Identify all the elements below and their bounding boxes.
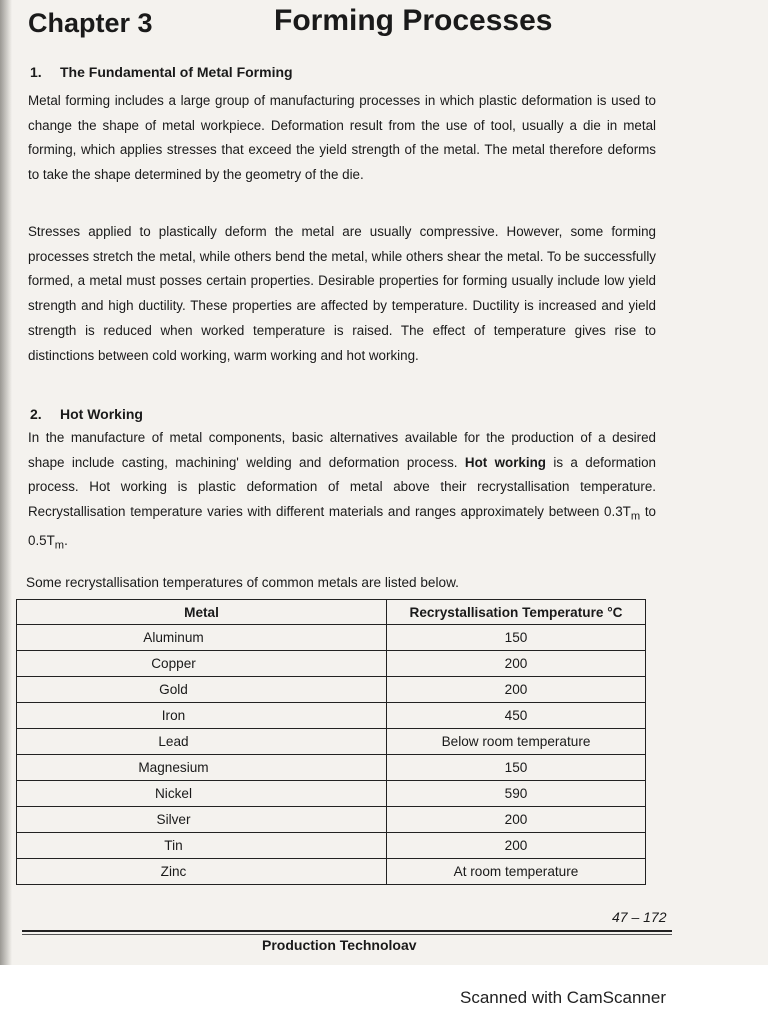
metal-cell: Nickel [17, 781, 387, 807]
metal-cell: Aluminum [17, 625, 387, 651]
table-row [17, 755, 646, 781]
metal-cell: Magnesium [17, 755, 387, 781]
book-spine-shadow [0, 0, 12, 965]
footer-rule [22, 930, 672, 932]
metal-cell: Silver [17, 807, 387, 833]
metal-cell: Tin [17, 833, 387, 859]
table-row [17, 833, 646, 859]
metal-cell: Zinc [17, 859, 387, 885]
temperature-cell: 200 [387, 651, 646, 677]
section-1-heading [30, 64, 293, 80]
chapter-title: Forming Processes [274, 4, 553, 37]
metal-cell: Copper [17, 651, 387, 677]
subscript-m-1: m [630, 510, 641, 523]
table-row [17, 807, 646, 833]
footer-book-title: Production Technoloav [262, 937, 417, 953]
temperature-cell: Below room temperature [387, 729, 646, 755]
section-1-number: 1. [30, 64, 42, 80]
section-2-bold-term: Hot working [464, 454, 546, 470]
footer-rule-thin [22, 934, 672, 935]
section-2-title: Hot Working [60, 406, 143, 422]
scanner-watermark: Scanned with CamScanner [460, 988, 667, 1007]
section-2-number: 2. [30, 406, 42, 422]
section-2-heading [30, 406, 143, 422]
section-2-paragraph [28, 426, 656, 559]
section-2-text-4: . [64, 533, 68, 549]
section-2-text-2: is a deformation process. Hot working is plastic deformation of metal above their recrystallisation temperature. Recrystallisation temperature varies with different materials and ranges approximately between 0.3T [28, 454, 656, 520]
temperature-cell: 150 [387, 755, 646, 781]
temperature-cell: 200 [387, 833, 646, 859]
table-header-row [17, 600, 646, 625]
section-2-text-3: to 0.5T [28, 504, 657, 549]
metal-cell: Gold [17, 677, 387, 703]
table-row [17, 781, 646, 807]
metal-cell: Lead [17, 729, 387, 755]
section-1-paragraph-2: Stresses applied to plastically deform the metal are usually compressive. However, some forming processes stretch the metal, while others bend the metal, while others shear the metal. To be successfully formed, a metal must posses certain properties. Desirable properties for forming usually include low yield strength and high ductility. These properties are affected by temperature. Ductility is increased and yield strength is reduced when worked temperature is raised. The effect of temperature gives rise to distinctions between cold working, warm working and hot working. [28, 224, 656, 363]
temperature-cell: 590 [387, 781, 646, 807]
temperature-cell: At room temperature [387, 859, 646, 885]
table-caption: Some recrystallisation temperatures of common metals are listed below. [26, 575, 459, 590]
temperature-cell: 150 [387, 625, 646, 651]
table-row [17, 625, 646, 651]
table-row [17, 729, 646, 755]
chapter-number: Chapter 3 [28, 8, 153, 38]
section-1-paragraph-1: Metal forming includes a large group of manufacturing processes in which plastic deformation is used to change the shape of metal workpiece. Deformation result from the use of tool, usually a die in metal forming, which applies stresses that exceed the yield strength of the metal. The metal therefore deforms to take the shape determined by the geometry of the die. [28, 93, 656, 183]
metal-cell: Iron [17, 703, 387, 729]
table-row [17, 677, 646, 703]
section-1-title: The Fundamental of Metal Forming [60, 64, 293, 80]
page-number: 47 – 172 [612, 909, 667, 925]
temperature-cell: 200 [387, 807, 646, 833]
temperature-cell: 450 [387, 703, 646, 729]
table-header-temperature: Recrystallisation Temperature °C [387, 600, 646, 625]
table-header-metal: Metal [17, 600, 387, 625]
section-2-text-1: In the manufacture of metal components, basic alternatives available for the production of a desired shape include casting, machining' welding and deformation process. [28, 430, 656, 470]
chapter-header [28, 4, 748, 48]
table-row [17, 859, 646, 885]
recrystallisation-table [16, 599, 646, 885]
table-row [17, 703, 646, 729]
subscript-m-2: m [54, 540, 65, 553]
table-row [17, 651, 646, 677]
temperature-cell: 200 [387, 677, 646, 703]
